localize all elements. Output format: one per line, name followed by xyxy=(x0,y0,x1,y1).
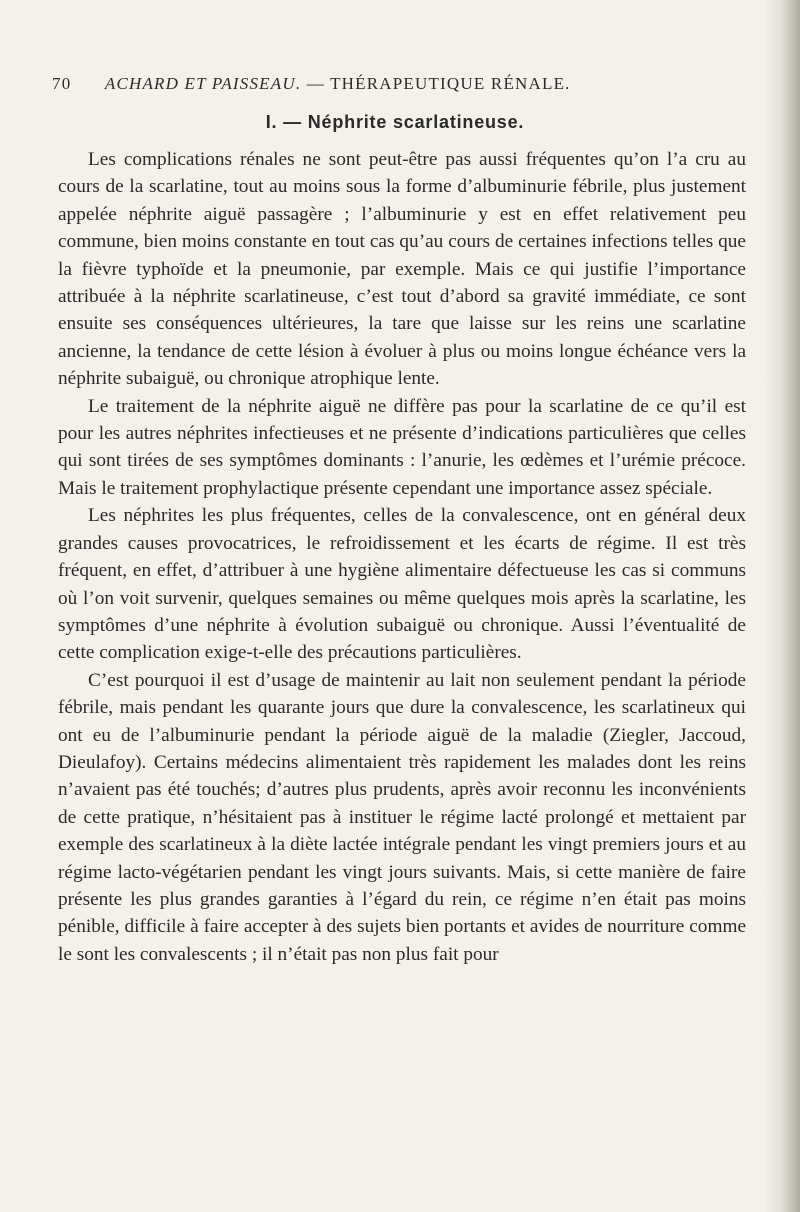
paragraph-1: Les complications rénales ne sont peut-être pas aussi fréquentes qu’on l’a cru au cours de la scarlatine, tout au moins sous la forme d’albuminurie fébrile, plus justement appelée néphrite aiguë passagère ; l’albuminurie y est en effet relativement peu commune, bien moins constante en tout cas qu’au cours de certaines infections telles que la fièvre typhoïde et la pneumonie, par exemple. Mais ce qui justifie l’importance attribuée à la néphrite scarlatineuse, c’est tout d’abord sa gravité immédiate, ce sont ensuite ses conséquences ultérieures, la tare que laisse sur les reins une scarlatine ancienne, la tendance de cette lésion à évoluer à plus ou moins longue échéance vers la néphrite subaiguë, ou chronique atrophique lente. xyxy=(58,149,746,390)
paragraph-2: Le traitement de la néphrite aiguë ne diffère pas pour la scarlatine de ce qu’il est pour les autres néphrites infectieuses et ne présente d’indications particulières que celles qui sont tirées de ses symptômes dominants : l’anurie, les œdèmes et l’urémie précoce. Mais le traitement prophylactique présente cependant une importance assez spéciale. xyxy=(58,395,746,499)
body-text xyxy=(58,146,746,968)
section-heading: I. — Néphrite scarlatineuse. xyxy=(265,112,525,132)
paragraph-4: C’est pourquoi il est d’usage de maintenir au lait non seulement pendant la période fébrile, mais pendant les quarante jours que dure la convalescence, les scarlatineux qui ont eu de l’albuminurie pendant la période aiguë de la maladie (Ziegler, Jaccoud, Dieulafoy). Certains médecins alimentaient très rapidement les malades dont les reins n’avaient pas été touchés; d’autres plus prudents, après avoir reconnu les inconvénients de cette pratique, n’hésitaient pas à instituer le régime lacté prolongé et mettaient par exemple des scarlatineux à la diète lactée intégrale pendant les vingt premiers jours et au régime lacto-végétarien pendant les vingt jours suivants. Mais, si cette manière de faire présente les plus grandes garanties à l’égard du rein, ce régime n’en était pas moins pénible, difficile à faire accepter à des sujets bien portants et avides de nourriture comme le sont les convalescents ; il n’était pas non plus fait pour xyxy=(58,669,746,965)
running-head-authors: ACHARD ET PAISSEAU. xyxy=(104,74,302,93)
page-number: 70 xyxy=(52,74,72,93)
page-edge-shadow xyxy=(764,0,800,1212)
running-head-title: THÉRAPEUTIQUE RÉNALE. xyxy=(330,74,571,93)
paragraph-3: Les néphrites les plus fréquentes, celles de la convalescence, ont en général deux grandes causes provocatrices, le refroidissement et les écarts de régime. Il est très fréquent, en effet, d’attribuer à une hygiène alimentaire défectueuse les cas si communs où l’on voit survenir, quelques semaines ou même quelques mois après la scarlatine, les symptômes d’une néphrite à évolution subaiguë ou chronique. Aussi l’éventualité de cette complication exige-t-elle des précautions particulières. xyxy=(58,505,746,664)
running-head xyxy=(52,74,742,94)
running-head-dash: — xyxy=(306,74,325,93)
